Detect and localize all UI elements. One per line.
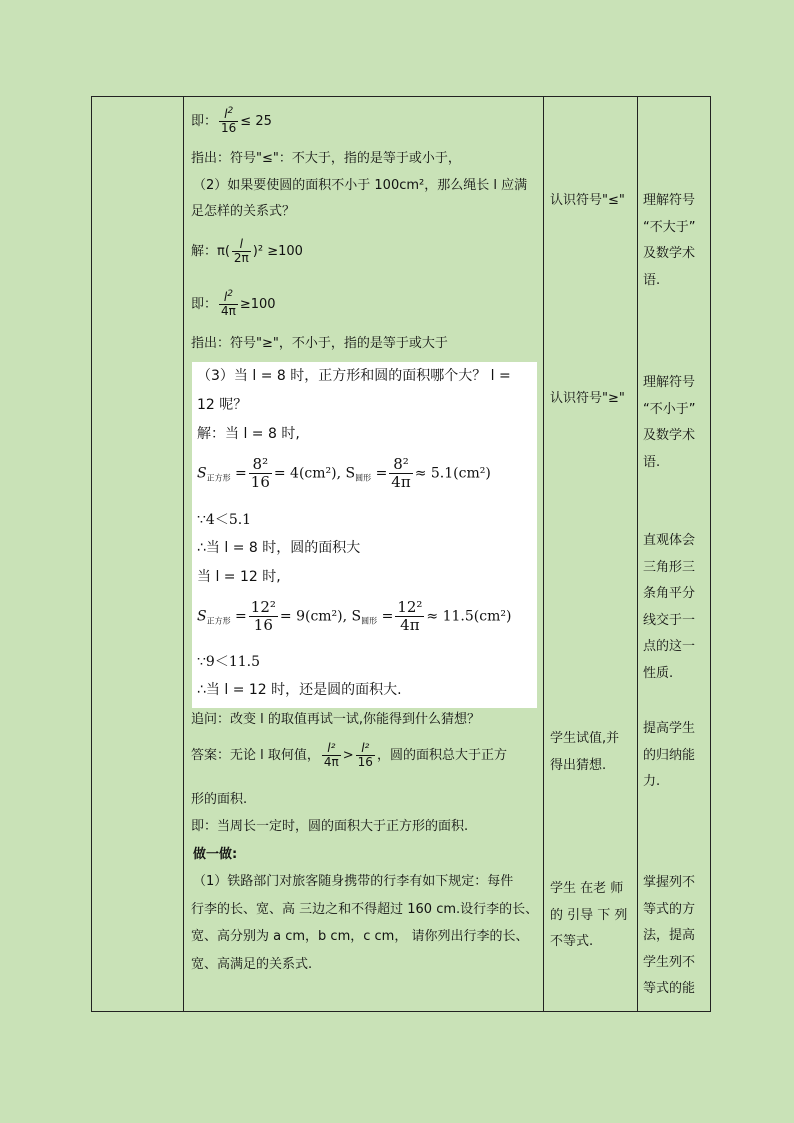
activity-guess: 学生试值,并 得出猜想. (550, 731, 620, 773)
question-2-line2: 足怎样的关系式？ (191, 204, 296, 219)
box-line-3: 解：当 l = 8 时, (197, 426, 300, 442)
line-ji-2: 即： $\frac{l^2}{4\pi}$ ≥100 (191, 289, 276, 318)
conclusion-line: 即：当周长一定时，圆的面积大于正方形的面积. (191, 819, 469, 834)
goal-group-1: 理解符号 “不大于” 及数学术 语. (643, 193, 696, 288)
box-line-1: （3）当 l = 8 时，正方形和圆的面积哪个大？ l = (197, 368, 511, 384)
box-line-9: ∵9＜11.5 (197, 654, 260, 670)
box-line-10: ∴当 l = 12 时，还是圆的面积大. (197, 682, 402, 698)
fraction-l-2pi: $\frac{l}{2\pi}$ (233, 237, 249, 265)
col-divider-3 (637, 97, 638, 1011)
fraction-l2-4pi: $\frac{l^2}{4\pi}$ (221, 289, 236, 318)
line-ji-1: 即： $\frac{l^2}{16}$ ≤ 25 (191, 106, 272, 135)
exercise-1-line2: 行李的长、宽、高 三边之和不得超过 160 cm.设行李的长、 (191, 902, 539, 917)
col-divider-2 (543, 97, 544, 1011)
box-line-7: 当 l = 12 时, (197, 569, 281, 585)
answer-line: 答案：无论 l 取何值， $\frac{\text{l²}}{4\pi}$ > $\frac{\text{l²}}{16}$ ，圆的面积总大于正方 (191, 741, 507, 769)
box-line-5: ∵4＜5.1 (197, 512, 252, 528)
activity-inequality: 学生 在老 师 的 引导 下 列 不等式. (550, 881, 628, 949)
try-it-heading: 做一做: (193, 847, 238, 862)
fraction-l2-16: $\frac{l^2}{16}$ (221, 106, 237, 135)
col-divider-1 (183, 97, 184, 1011)
box-line-8-formula: $S_{正方形}$ = $\frac{\text{12²}}{16}$ = 9(cm²), $S_{圆形}$ = $\frac{\text{12²}}{4\pi}$ ≈ 11.5(cm²) (197, 598, 512, 634)
box-line-6: ∴当 l = 8 时，圆的面积大 (197, 540, 361, 556)
goal-group-2: 理解符号 “不小于” 及数学术 语. (643, 375, 696, 470)
answer-line-2: 形的面积. (191, 792, 248, 807)
followup-question: 追问：改变 l 的取值再试一试,你能得到什么猜想？ (191, 712, 481, 727)
question-2-line1: （2）如果要使圆的面积不小于 100cm²，那么绳长 l 应满 (193, 178, 528, 193)
box-line-2: 12 呢？ (197, 397, 248, 413)
exercise-1-line3: 宽、高分别为 a cm，b cm，c cm， 请你列出行李的长、 (191, 929, 529, 944)
activity-recognize-ge: 认识符号"≥" (550, 391, 625, 406)
line-zhichu-2: 指出：符号"≥"，不小于，指的是等于或大于 (191, 336, 448, 351)
line-zhichu-1: 指出：符号"≤"：不大于，指的是等于或小于， (191, 151, 461, 166)
goal-group-5: 掌握列不 等式的方 法，提高 学生列不 等式的能 (643, 875, 696, 996)
activity-recognize-le: 认识符号"≤" (550, 193, 625, 208)
exercise-1-line4: 宽、高满足的关系式. (191, 957, 313, 972)
goal-group-3: 直观体会 三角形三 条角平分 线交于一 点的这一 性质. (643, 533, 696, 681)
exercise-1-line1: （1）铁路部门对旅客随身携带的行李有如下规定：每件 (193, 874, 514, 889)
box-line-4-formula: $S_{正方形}$ = $\frac{\text{8²}}{16}$ = 4(cm²), $S_{圆形}$ = $\frac{\text{8²}}{4\pi}$ ≈ 5.1(cm²) (197, 455, 491, 491)
line-jie-2: 解：π( $\frac{l}{2\pi}$ )² ≥100 (191, 237, 303, 265)
goal-group-4: 提高学生 的归纳能 力. (643, 721, 696, 789)
